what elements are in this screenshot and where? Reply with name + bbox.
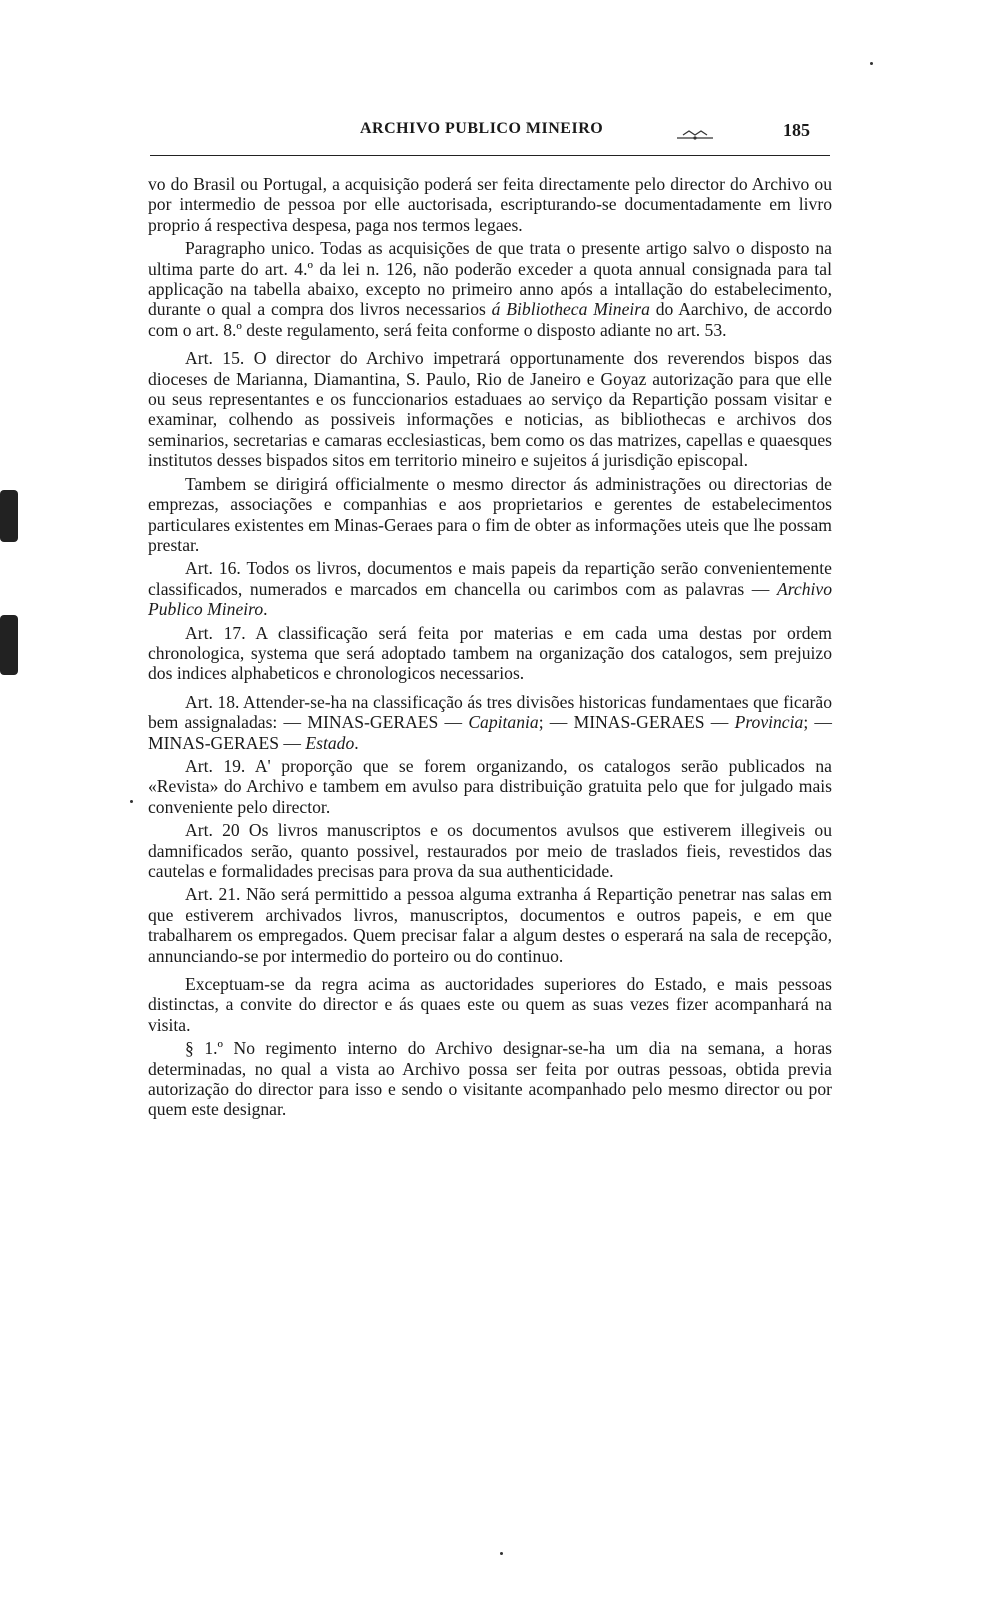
paragraph: Art. 15. O director do Archivo impetrará opportunamente dos reverendos bispos das dioceses de Marianna, Diamantina, S. Paulo, Rio de Janeiro e Goyaz autorização para que elle ou seus representantes e os funccionarios estaduaes ao serviço da Repartição possam visitar e examinar, colhendo as possiveis informações e noticias, as bibliothecas e archivos dos seminarios, secretarias e camaras ecclesiasticas, bem como os das matrizes, capellas e quaesques institutos desses bispados sitos em territorio mineiro e sujeitos á jurisdição episcopal. [148,348,832,471]
running-head: ARCHIVO PUBLICO MINEIRO [360,120,604,137]
paragraph: Art. 20 Os livros manuscriptos e os documentos avulsos que estiverem illegiveis ou damnificados serão, quanto possivel, restaurados por meio de traslados fieis, revestidos das cautelas e formalidades precisas para prova da sua authenticidade. [148,820,832,881]
body-text [148,174,832,1123]
page-header [150,120,830,150]
margin-mark [0,490,18,542]
speck [870,62,873,65]
paragraph: vo do Brasil ou Portugal, a acquisição poderá ser feita directamente pelo director do Archivo ou por intermedio de pessoa por elle auctorisada, escripturando-se documentadamente em livro proprio á respectiva despesa, paga nos termos legaes. [148,174,832,235]
paragraph: Art. 21. Não será permittido a pessoa alguma extranha á Repartição penetrar nas salas em que estiverem archivados livros, manuscriptos, documentos e outros papeis, e em que trabalharem os empregados. Quem precisar falar a algum destes o esperará na sala de recepção, annunciando-se por intermedio do porteiro ou do continuo. [148,884,832,966]
speck [130,800,133,803]
header-rule [150,155,830,156]
paragraph: Art. 18. Attender-se-ha na classificação ás tres divisões historicas fundamentaes que ficarão bem assignaladas: — MINAS-GERAES — Capitania; — MINAS-GERAES — Provincia; — MINAS-GERAES — Estado. [148,691,832,753]
paragraph: § 1.º No regimento interno do Archivo designar-se-ha um dia na semana, a horas determinadas, no qual a vista ao Archivo possa ser feita por outras pessoas, obtida previa autorização do director para isso e sendo o visitante acompanhado pelo mesmo director ou por quem este designar. [148,1038,832,1120]
paragraph: Exceptuam-se da regra acima as auctoridades superiores do Estado, e mais pessoas distinctas, a convite do director e ás quaes este ou quem as suas vezes fizer acompanhará na visita. [148,974,832,1035]
margin-mark [0,615,18,675]
page-number: 185 [783,120,810,140]
paragraph: Art. 16. Todos os livros, documentos e mais papeis da repartição serão convenientemente classificados, numerados e marcados em chancella ou carimbos com as palavras — Archivo Publico Mineiro. [148,558,832,620]
ornament-icon [675,126,715,140]
paragraph: Art. 19. A' proporção que se forem organizando, os catalogos serão publicados na «Revista» do Archivo e tambem em avulso para distribuição gratuita pelo que for julgado mais conveniente pelo director. [148,755,832,817]
paragraph: Art. 17. A classificação será feita por materias e em cada uma destas por ordem chronologica, systema que será adoptado tambem na organização dos catalogos, sem prejuizo dos indices alphabeticos e chronologicos necessarios. [148,622,832,684]
speck [500,1552,503,1555]
paragraph: Tambem se dirigirá officialmente o mesmo director ás administrações ou directorias de emprezas, associações e companhias e aos proprietarios e gerentes de estabelecimentos particulares existentes em Minas-Geraes para o fim de obter as informações uteis que lhe possam prestar. [148,473,832,555]
paragraph: Paragrapho unico. Todas as acquisições de que trata o presente artigo salvo o disposto na ultima parte do art. 4.º da lei n. 126, não poderão exceder a quota annual consignada para tal applicação na tabella abaixo, excepto no primeiro anno após a intallação do estabelecimento, durante o qual a compra dos livros necessarios á Bibliotheca Mineira do Aarchivo, de accordo com o art. 8.º deste regulamento, será feita conforme o disposto adiante no art. 53. [148,238,832,340]
